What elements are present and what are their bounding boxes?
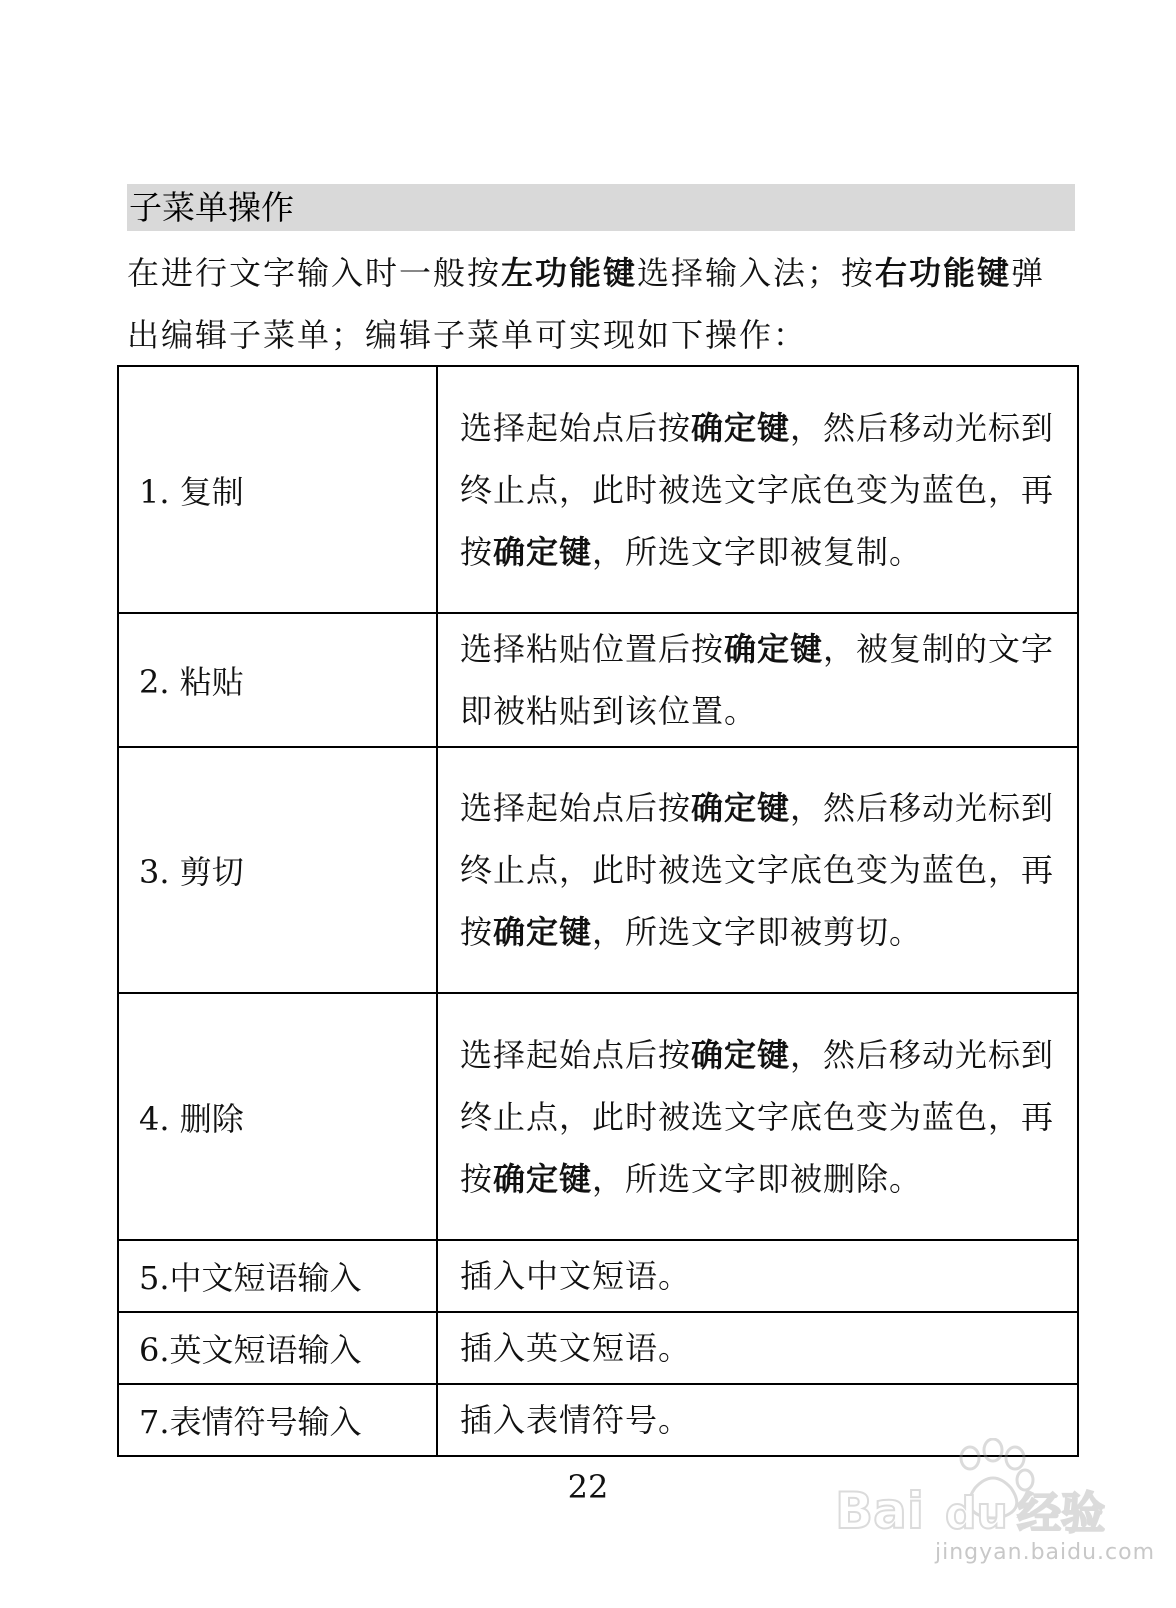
operation-name: 7.表情符号输入 xyxy=(118,1384,437,1456)
svg-text:du: du xyxy=(945,1488,1008,1538)
table-row xyxy=(118,613,1078,747)
table-row xyxy=(118,747,1078,993)
operation-description: 选择起始点后按确定键，然后移动光标到终止点，此时被选文字底色变为蓝色，再按确定键，所选文字即被删除。 xyxy=(437,993,1078,1240)
operation-name: 1. 复制 xyxy=(118,366,437,613)
intro-paragraph: 在进行文字输入时一般按左功能键选择输入法；按右功能键弹出编辑子菜单；编辑子菜单可实现如下操作： xyxy=(127,254,1046,354)
operation-description: 插入中文短语。 xyxy=(437,1240,1078,1312)
section-title: 子菜单操作 xyxy=(127,184,1075,231)
watermark-url: jingyan.baidu.com xyxy=(935,1540,1156,1565)
svg-text:经验: 经验 xyxy=(1017,1488,1105,1538)
operation-description: 插入表情符号。 xyxy=(437,1384,1078,1456)
operation-description: 选择粘贴位置后按确定键，被复制的文字即被粘贴到该位置。 xyxy=(437,613,1078,747)
submenu-operations-table xyxy=(117,365,1079,1457)
operation-description: 选择起始点后按确定键，然后移动光标到终止点，此时被选文字底色变为蓝色，再按确定键，所选文字即被剪切。 xyxy=(437,747,1078,993)
table-row xyxy=(118,1240,1078,1312)
page-number: 22 xyxy=(567,1468,609,1506)
operation-name: 6.英文短语输入 xyxy=(118,1312,437,1384)
operation-description: 选择起始点后按确定键，然后移动光标到终止点，此时被选文字底色变为蓝色，再按确定键，所选文字即被复制。 xyxy=(437,366,1078,613)
operation-name: 4. 删除 xyxy=(118,993,437,1240)
right-function-key-label: 右功能键 xyxy=(875,254,1012,292)
operation-name: 3. 剪切 xyxy=(118,747,437,993)
operation-name: 2. 粘贴 xyxy=(118,613,437,747)
svg-text:Bai: Bai xyxy=(835,1482,924,1538)
operation-description: 插入英文短语。 xyxy=(437,1312,1078,1384)
operation-name: 5.中文短语输入 xyxy=(118,1240,437,1312)
table-row xyxy=(118,1312,1078,1384)
left-function-key-label: 左功能键 xyxy=(501,254,638,292)
table-row xyxy=(118,993,1078,1240)
baidu-watermark-logo xyxy=(835,1438,1115,1538)
table-row xyxy=(118,366,1078,613)
